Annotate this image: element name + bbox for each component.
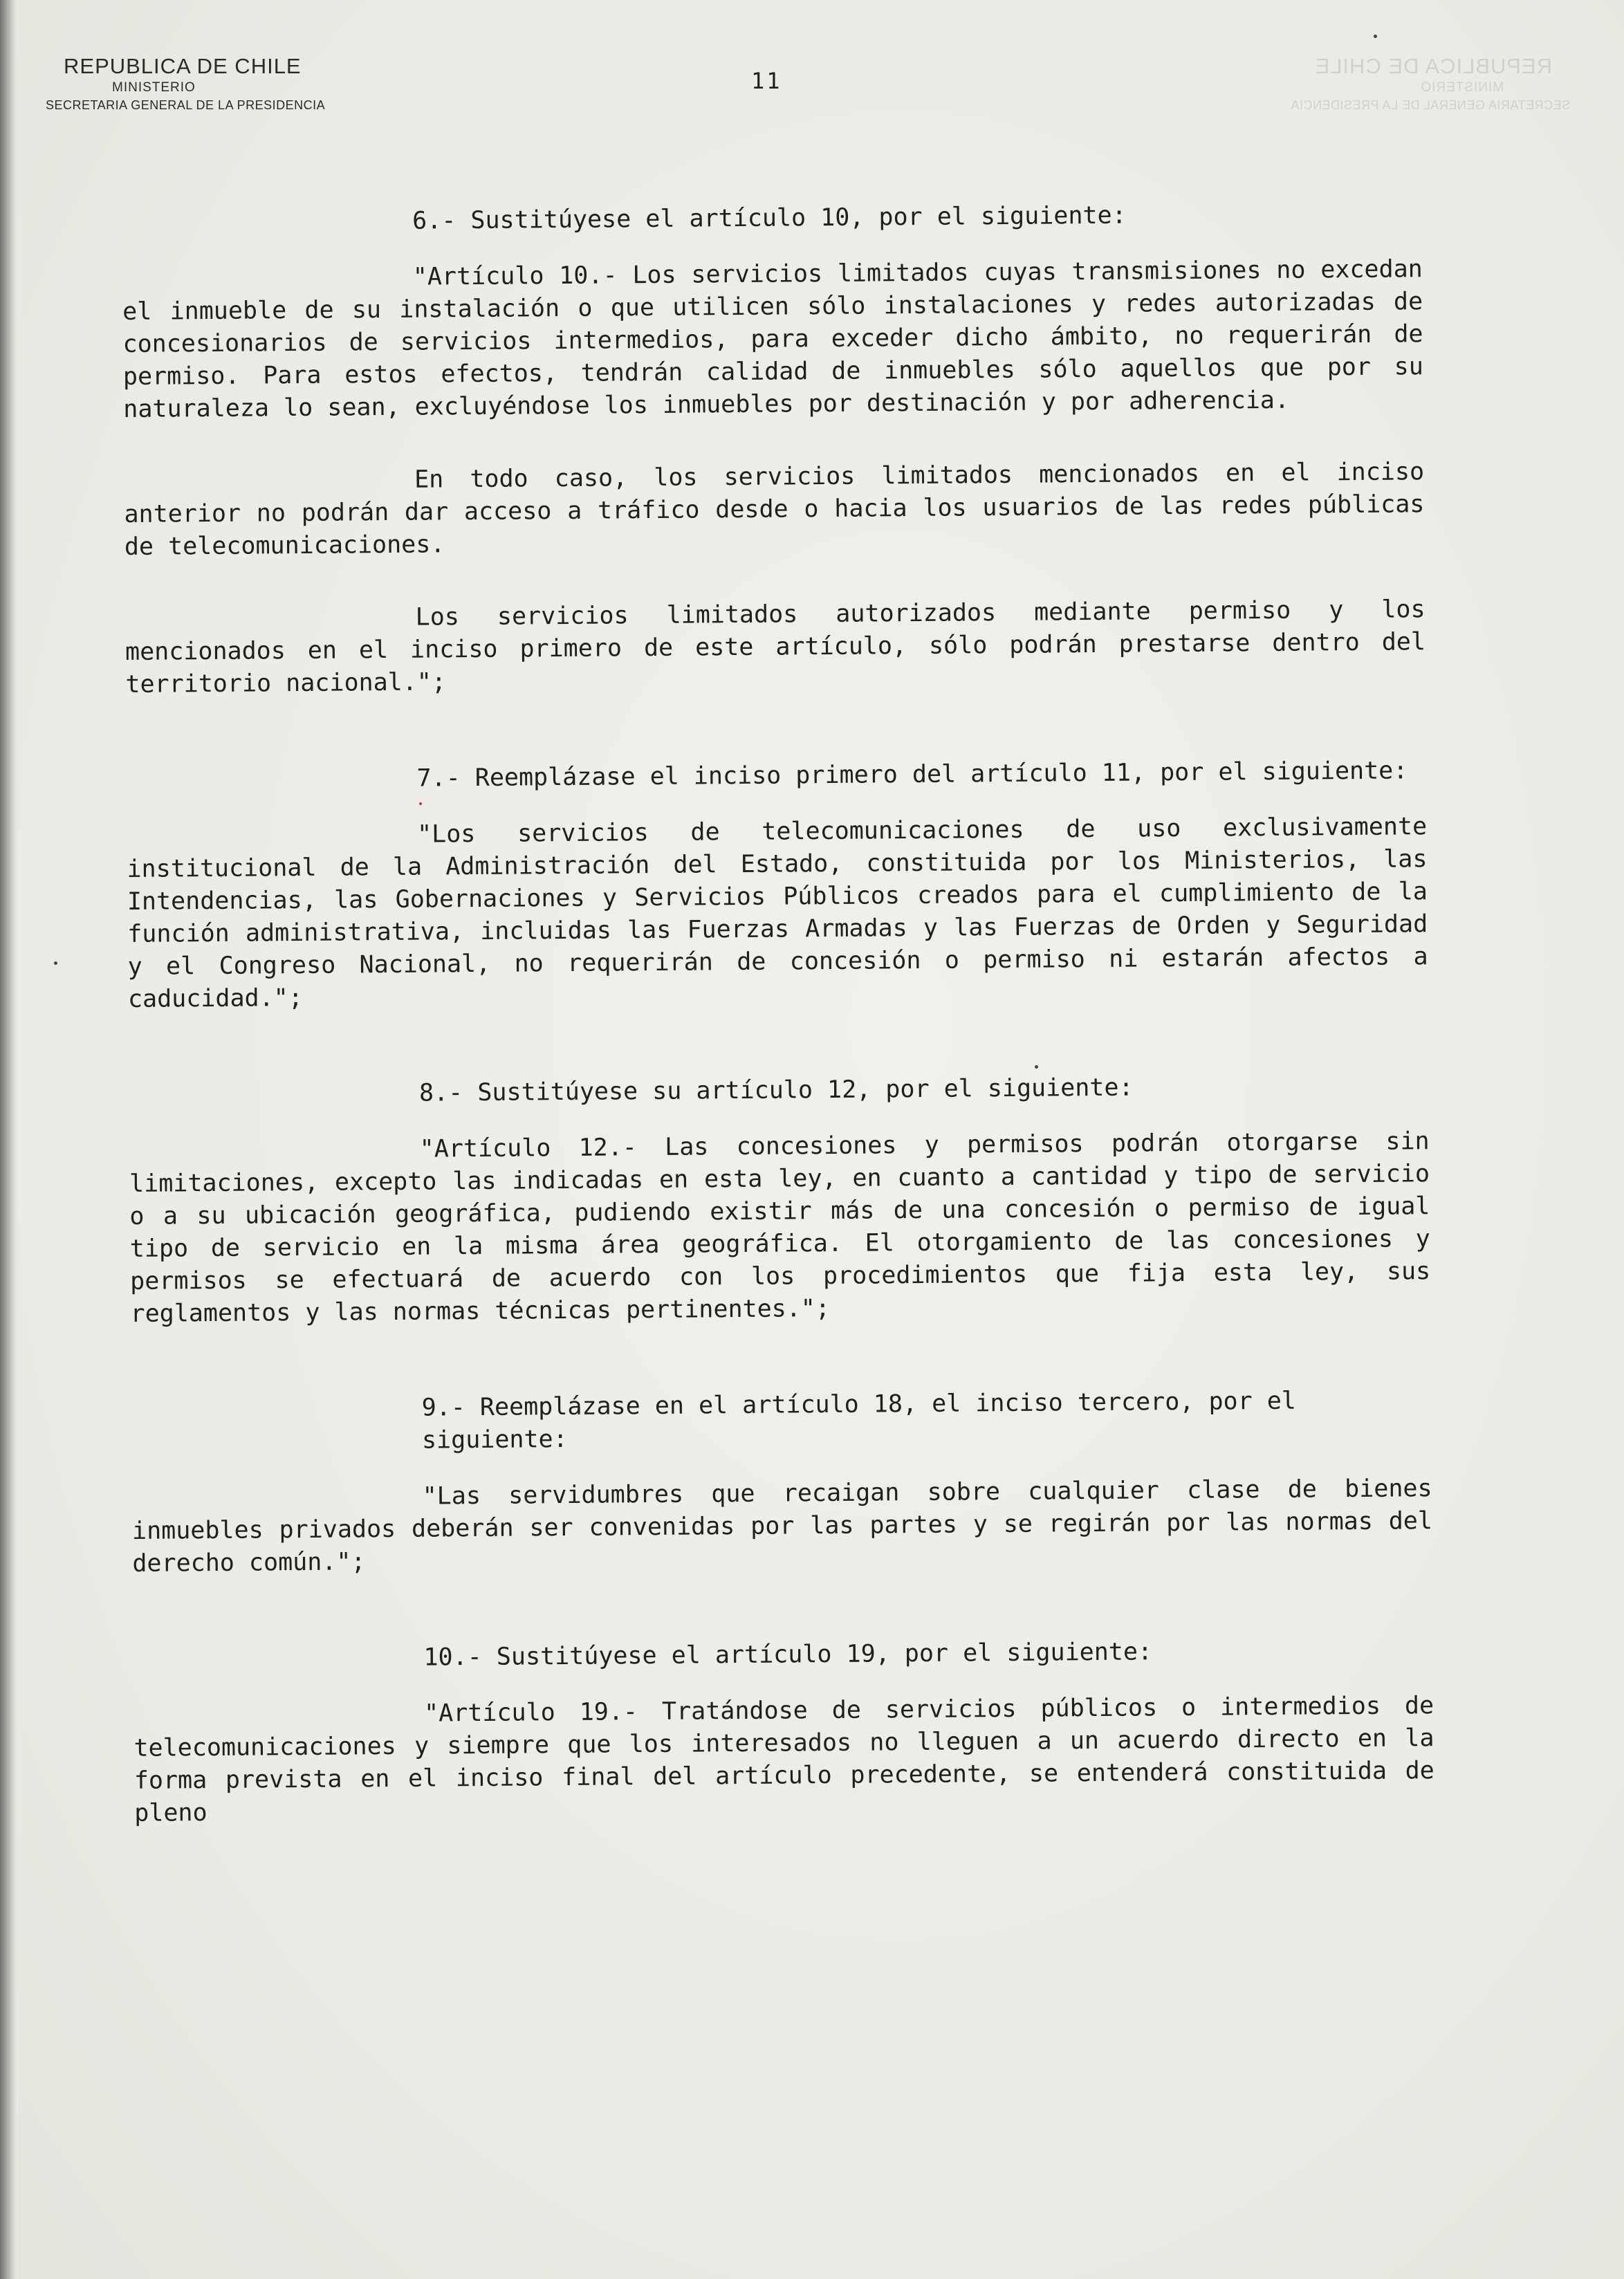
item-10-paragraph-1: "Artículo 19.- Tratándose de servicios públicos o intermedios de telecomunicaciones y siempre que los interesados no lleguen a un acuerdo directo en la forma prevista en el inciso final del artículo precedente, se entenderá constituida de pleno — [133, 1692, 1434, 1827]
item-7-heading: 7.- Reemplázase el inciso primero del artículo 11, por el siguiente: — [416, 757, 1408, 793]
page-number: 11 — [751, 68, 782, 94]
item-6-heading: 6.- Sustitúyese el artículo 10, por el siguiente: — [412, 201, 1127, 235]
item-9-paragraph-1: "Las servidumbres que recaigan sobre cualquier clase de bienes inmuebles privados deberán ser convenidas por las partes y se regirán por las normas del derecho común."; — [131, 1475, 1433, 1578]
document-body — [122, 197, 1434, 1830]
scan-speck — [1035, 1065, 1038, 1069]
bleedthrough-ministry: MINISTERIO — [1420, 80, 1504, 95]
bleedthrough-secretariat: SECRETARIA GENERAL DE LA PRESIDENCIA — [1291, 98, 1571, 112]
scan-speck — [54, 961, 57, 965]
item-6-paragraph-3: Los servicios limitados autorizados mediante permiso y los mencionados en el inciso primero de este artículo, sólo podrán prestarse dentro del territorio nacional."; — [124, 596, 1426, 699]
document-page — [18, 0, 1624, 2279]
letterhead — [46, 54, 325, 113]
letterhead-country: REPUBLICA DE CHILE — [64, 54, 302, 78]
scan-speck — [1374, 35, 1377, 38]
item-6-paragraph-1: "Artículo 10.- Los servicios limitados cuyas transmisiones no excedan el inmueble de su instalación o que utilicen sólo instalaciones y redes autorizadas de concesionarios de servicios intermedios, para exceder dicho ámbito, no requerirán de permiso. Para estos efectos, tendrán calidad de inmuebles sólo aquellos que por su naturaleza lo sean, excluyéndose los inmuebles por destinación y por adherencia. — [122, 255, 1424, 423]
item-10-heading: 10.- Sustitúyese el artículo 19, por el siguiente: — [423, 1638, 1153, 1672]
item-7-paragraph-1: "Los servicios de telecomunicaciones de uso exclusivamente institucional de la Administración del Estado, constituida por los Ministerios, las Intendencias, las Gobernaciones y Servicios Públicos creados para el cumplimiento de la función administrativa, incluidas las Fuerzas Armadas y las Fuerzas de Orden y Seguridad y el Congreso Nacional, no requerirán de concesión o permiso ni estarán afectos a caducidad."; — [127, 813, 1428, 1013]
letterhead-secretariat: SECRETARIA GENERAL DE LA PRESIDENCIA — [46, 98, 326, 112]
item-6-paragraph-2: En todo caso, los servicios limitados mencionados en el inciso anterior no podrán dar acceso a tráfico desde o hacia los usuarios de las redes públicas de telecomunicaciones. — [124, 458, 1425, 561]
letterhead-ministry: MINISTERIO — [112, 80, 196, 95]
item-8-heading: 8.- Sustitúyese su artículo 12, por el siguiente: — [418, 1073, 1134, 1107]
item-9-heading: 9.- Reemplázase en el artículo 18, el inciso tercero, por el siguiente: — [421, 1387, 1297, 1455]
letterhead-bleedthrough — [1291, 54, 1570, 113]
scan-binding-edge — [0, 0, 18, 2279]
item-8-paragraph-1: "Artículo 12.- Las concesiones y permisos podrán otorgarse sin limitaciones, excepto las indicadas en esta ley, en cuanto a cantidad y tipo de servicio o a su ubicación geográfica, pudiendo existir más de una concesión o permiso de igual tipo de servicio en la misma área geográfica. El otorgamiento de las concesiones y permisos se efectuará de acuerdo con los procedimientos que fija esta ley, sus reglamentos y las normas técnicas pertinentes."; — [129, 1127, 1431, 1328]
scan-speck — [419, 802, 422, 805]
bleedthrough-country: REPUBLICA DE CHILE — [1314, 54, 1553, 78]
